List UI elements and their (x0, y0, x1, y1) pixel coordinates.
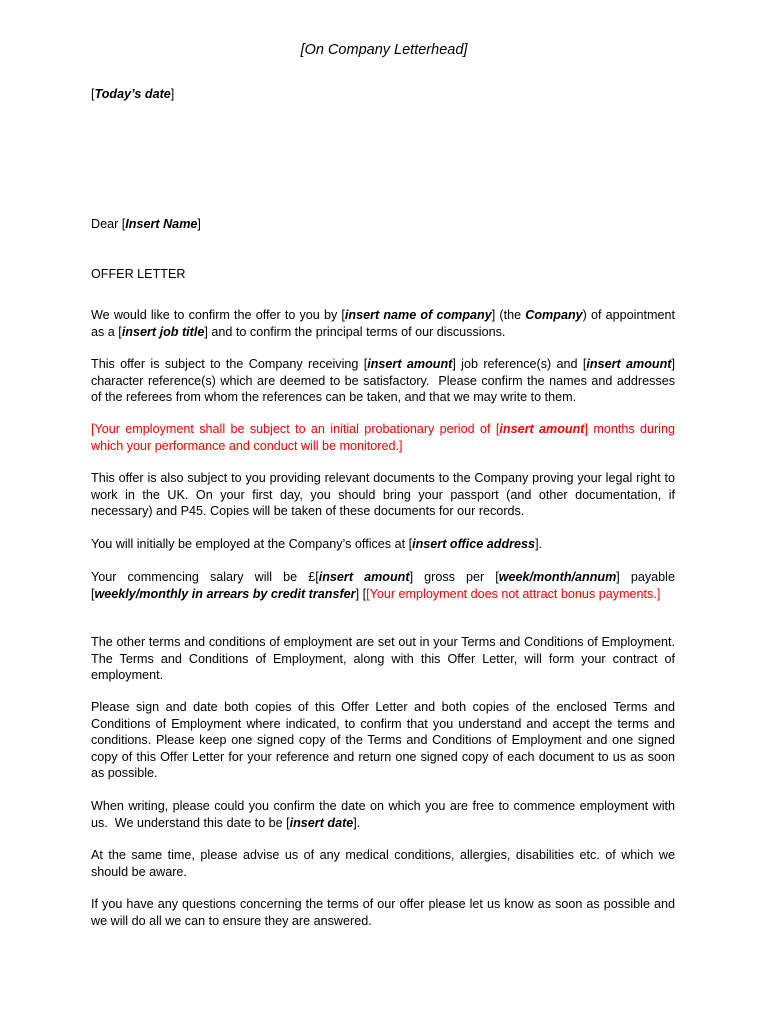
paragraph-terms-and-conditions: The other terms and conditions of employment are set out in your Terms and Conditions of Employment. The Terms and Conditions of Employment, along with this Offer Letter, will form your contract of employment. (91, 635, 675, 683)
p1-text-c: ] (the (491, 308, 526, 322)
date-open-bracket: [ (91, 87, 95, 101)
office-address-placeholder: insert office address (412, 537, 536, 551)
salutation (91, 216, 675, 233)
paragraph-office-location (91, 536, 675, 553)
p3-text-a: [Your employment shall be subject to an initial probationary period of [ (91, 422, 500, 436)
p2-text-e: ] character reference(s) which are deemed to be satisfactory. Please confirm the names and addresses of the referees from whom the references can be taken, and that we may write to them. (91, 357, 679, 405)
p3-text-c: ] months during which your performance and conduct will be monitored.] (91, 422, 679, 453)
paragraph-questions: If you have any questions concerning the terms of our offer please let us know as soon as possible and we will do all we can to ensure they are answered. (91, 897, 675, 928)
p1-text-a: We would like to confirm the offer to you by [ (91, 308, 345, 322)
paragraph-signing-instructions: Please sign and date both copies of this Offer Letter and both copies of the enclosed Terms and Conditions of Employment where indicated, to confirm that you understand and accept the terms and conditions. Please keep one signed copy of the Terms and Conditions of Employment and one signed copy of this Offer Letter for your reference and return one signed copy of each document to us as soon as possible. (91, 700, 675, 781)
p5-text-c: ]. (535, 537, 543, 551)
paragraph-salary (91, 569, 679, 602)
p6-text-a: Your commencing salary will be £[ (91, 570, 319, 584)
probation-months-placeholder: insert amount (499, 422, 585, 436)
job-reference-amount-placeholder: insert amount (367, 357, 453, 371)
letterhead-placeholder: [On Company Letterhead] (300, 42, 468, 58)
p2-text-c: ] job reference(s) and [ (452, 357, 587, 371)
p2-text-a: This offer is subject to the Company receiving [ (91, 357, 368, 371)
company-name-placeholder: insert name of company (344, 308, 492, 322)
paragraph-offer-confirmation (91, 307, 679, 340)
job-title-placeholder: insert job title (121, 324, 205, 339)
paragraph-probation (91, 421, 679, 454)
company-defined-term: Company (525, 308, 583, 322)
pay-period-placeholder: week/month/annum (498, 570, 617, 584)
payment-method-placeholder: weekly/monthly in arrears by credit transfer (94, 586, 356, 601)
bonus-clause-optional: [Your employment does not attract bonus payments.] (366, 586, 661, 601)
start-date-placeholder: insert date (289, 815, 354, 830)
p6-text-c: ] gross per [ (409, 570, 499, 584)
p5-text-a: You will initially be employed at the Company’s offices at [ (91, 537, 413, 551)
date-line (91, 86, 675, 103)
salary-amount-placeholder: insert amount (318, 570, 410, 584)
document-heading: OFFER LETTER (91, 267, 186, 281)
paragraph-medical-conditions: At the same time, please advise us of any medical conditions, allergies, disabilities etc. of which we should be aware. (91, 848, 675, 879)
character-reference-amount-placeholder: insert amount (586, 357, 672, 371)
p9-text-a: When writing, please could you confirm the date on which you are free to commence employment with us. We understand this date to be [ (91, 799, 679, 830)
paragraph-references (91, 356, 679, 406)
p1-text-e: ) of appointment as a [ (91, 308, 679, 339)
p1-text-g: ] and to confirm the principal terms of our discussions. (204, 324, 506, 339)
p9-text-c: ]. (353, 815, 361, 830)
p6-text-e: ] payable [ (91, 570, 679, 601)
paragraph-start-date (91, 798, 679, 831)
recipient-name-placeholder: Insert Name (125, 217, 198, 231)
p6-text-g: ] [ (355, 586, 367, 601)
salutation-prefix: Dear [ (91, 217, 126, 231)
paragraph-right-to-work: This offer is also subject to you providing relevant documents to the Company proving your legal right to work in the UK. On your first day, you should bring your passport (and other documentation, if necessary) and P45. Copies will be taken of these documents for our records. (91, 471, 675, 519)
date-placeholder: Today’s date (94, 87, 171, 101)
date-close-bracket: ] (170, 87, 175, 101)
salutation-suffix: ] (197, 217, 201, 231)
